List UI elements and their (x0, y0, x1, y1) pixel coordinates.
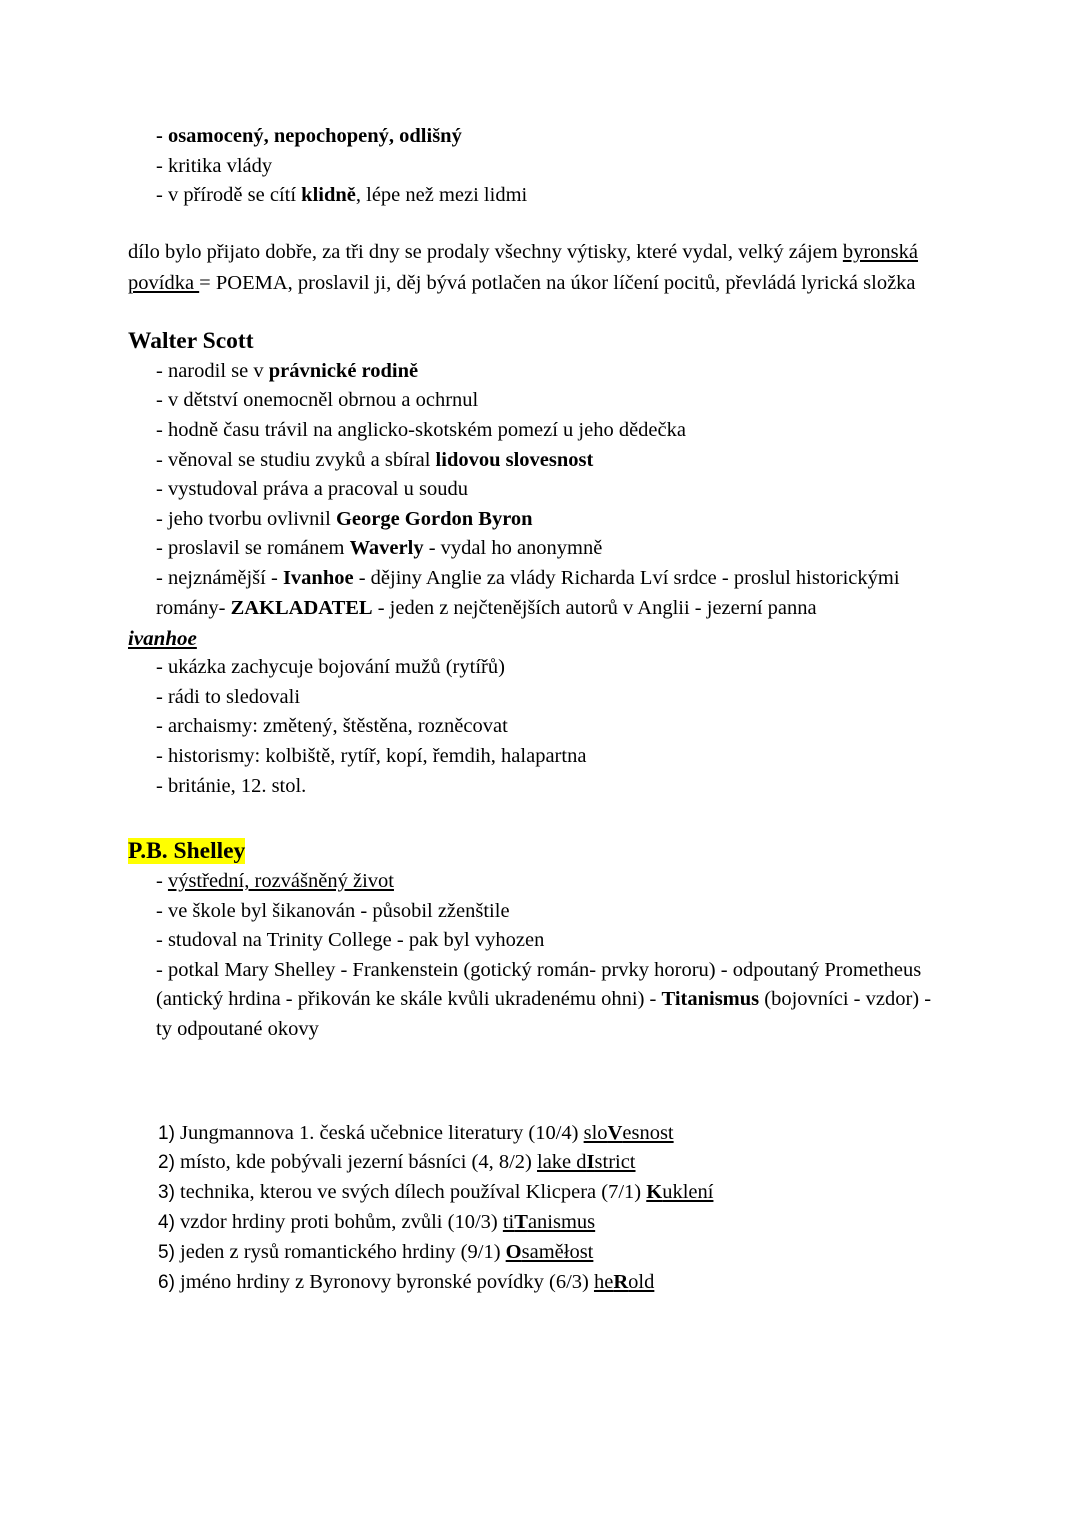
bullet-marker: - (156, 958, 168, 981)
bullet-text-bold: právnické rodině (268, 359, 419, 382)
bullet-text-bold: lidovou slovesnost (435, 448, 594, 471)
quiz-text: místo, kde pobývali jezerní básníci (4, 8/2) (174, 1151, 537, 1174)
list-item (158, 1208, 948, 1238)
bullet-text: kritika vlády (167, 154, 273, 177)
quiz-text: vzdor hrdiny proti bohům, zvůli (10/3) (174, 1211, 503, 1234)
page-title-walter-scott: Walter Scott (128, 327, 254, 354)
heading-row-shelley (128, 835, 948, 867)
spacer (128, 211, 948, 237)
list-item (128, 475, 948, 505)
list-item (128, 772, 948, 802)
bullet-text-tail: - vydal ho anonymně (423, 537, 603, 560)
list-item (158, 1119, 948, 1149)
list-item (128, 712, 948, 742)
list-item (128, 564, 948, 623)
bullet-text: nejznámější - (167, 566, 283, 589)
section-shelley (128, 867, 948, 1045)
bullet-marker: - (156, 899, 168, 922)
quiz-number: 5) (158, 1241, 175, 1263)
list-item (128, 416, 948, 446)
section-walter-scott (128, 357, 948, 623)
bullet-text-bold: Titanismus (661, 988, 760, 1011)
bullet-text-bold: klidně (301, 184, 356, 207)
quiz-answer: ti (502, 1211, 515, 1234)
spacer (128, 1045, 948, 1119)
quiz-text: technika, kterou ve svých dílech používal Klicpera (7/1) (174, 1181, 647, 1204)
list-item (128, 956, 948, 1045)
list-item (128, 897, 948, 927)
quiz-number: 4) (158, 1212, 175, 1234)
bullet-marker: - (156, 685, 168, 708)
paragraph-text: dílo bylo přijato dobře, za tři dny se prodaly všechny výtisky, které vydal, velký zájem (128, 240, 843, 263)
list-item (128, 926, 948, 956)
bullet-text: ve škole byl šikanován - působil zženštile (167, 899, 510, 922)
quiz-number: 1) (158, 1122, 175, 1144)
bullet-text: v dětství onemocněl obrnou a ochrnul (167, 389, 479, 412)
bullet-text: hodně času trávil na anglicko-skotském pomezí u jeho dědečka (167, 418, 686, 441)
bullet-text: vystudoval práva a pracoval u soudu (167, 478, 468, 501)
list-item (158, 1148, 948, 1178)
quiz-text: jeden z rysů romantického hrdiny (9/1) (174, 1240, 506, 1263)
quiz-answer-tail: old (628, 1270, 655, 1293)
bullet-text: věnoval se studiu zvyků a sbíral (167, 448, 436, 471)
bullet-marker: - (156, 389, 168, 412)
quiz-answer-tail: saměłost (521, 1240, 594, 1263)
bullet-marker: - (156, 870, 168, 893)
quiz-answer-key-letter: V (607, 1121, 623, 1144)
paragraph-text-tail: = POEMA, proslavil ji, děj bývá potlačen na úkor líčení pocitů, převládá lyrická složka (199, 271, 916, 294)
bullet-text-mid: - dějiny Anglie za vlády Richarda Lví srdce - proslul historickými romány- (156, 566, 905, 619)
quiz-answer-tail: strict (594, 1151, 636, 1174)
quiz-answer-tail: esnost (622, 1121, 674, 1144)
quiz-list (128, 1119, 948, 1298)
bullet-text-tail: (bojovníci - vzdor) - ty odpoutané okovy (156, 988, 937, 1041)
bullet-marker: - (156, 744, 168, 767)
bullet-text-bold: Ivanhoe (282, 566, 354, 589)
bullet-marker: - (156, 184, 168, 207)
quiz-answer: lake d (537, 1151, 587, 1174)
bullet-marker: - (156, 656, 168, 679)
subheading-ivanhoe: ivanhoe (128, 626, 197, 651)
list-item (128, 152, 948, 182)
list-item (128, 357, 948, 387)
list-item (158, 1178, 948, 1208)
list-item (128, 867, 948, 897)
bullet-marker: - (156, 715, 168, 738)
list-item (128, 505, 948, 535)
bullet-text: v přírodě se cítí (167, 184, 302, 207)
bullet-text-underlined: výstřední, rozvášněný život (167, 870, 394, 893)
quiz-answer-key-letter: R (613, 1270, 629, 1293)
quiz-text: Jungmannova 1. česká učebnice literatury (10/4) (174, 1121, 584, 1144)
bullet-text: historismy: kolbiště, rytíř, kopí, řemdih, halapartna (167, 744, 587, 767)
bullet-text: - (156, 125, 168, 147)
bullet-text: archaismy: změtený, štěstěna, rozněcovat (167, 715, 508, 738)
bullet-text-bold-2: ZAKLADATEL (230, 596, 373, 619)
section-byron-notes (128, 122, 948, 211)
bullet-text: studoval na Trinity College - pak byl vyhozen (167, 929, 545, 952)
list-item (128, 122, 948, 152)
bullet-marker: - (156, 448, 168, 471)
list-item (128, 683, 948, 713)
bullet-marker: - (156, 154, 168, 177)
bullet-marker: - (156, 507, 168, 530)
bullet-marker: - (156, 774, 168, 797)
list-item (128, 653, 948, 683)
quiz-answer-tail: uklení (662, 1181, 714, 1204)
bullet-marker: - (156, 478, 168, 501)
bullet-text-tail: , lépe než mezi lidmi (355, 184, 528, 207)
quiz-number: 2) (158, 1152, 175, 1174)
bullet-marker: - (156, 359, 168, 382)
paragraph-byronska-povidka (128, 237, 948, 299)
bullet-text-bold: George Gordon Byron (335, 507, 533, 530)
spacer (128, 801, 948, 835)
bullet-marker: - (156, 418, 168, 441)
paragraph-term-underlined: byronská povídka (128, 240, 919, 294)
list-item (128, 386, 948, 416)
list-item (128, 534, 948, 564)
bullet-text: ukázka zachycuje bojování mužů (rytířů) (167, 656, 505, 679)
bullet-text: potkal Mary Shelley - Frankenstein (gotický román- prvky hororu) - odpoutaný Prometheus (antický hrdina - přikován ke skále kvůli ukradenému ohni) - (156, 958, 927, 1011)
list-item (128, 446, 948, 476)
bullet-marker: - (156, 537, 168, 560)
document-body (128, 122, 948, 1297)
bullet-text: narodil se v (167, 359, 269, 382)
bullet-marker: - (156, 929, 168, 952)
bullet-text: rádi to sledovali (167, 685, 301, 708)
list-item (128, 181, 948, 211)
bullet-text: británie, 12. stol. (167, 774, 307, 797)
quiz-number: 6) (158, 1271, 175, 1293)
quiz-answer-key-letter: K (646, 1181, 663, 1204)
quiz-answer-key-letter: O (505, 1240, 522, 1263)
bullet-text-bold: osamocený, nepochopený, odlišný (167, 125, 462, 147)
page-title-shelley: P.B. Shelley (128, 838, 246, 865)
quiz-number: 3) (158, 1182, 175, 1204)
bullet-text-tail: - jeden z nejčtenějších autorů v Anglii - jezerní panna (372, 596, 817, 619)
list-item (128, 742, 948, 772)
section-ivanhoe (128, 653, 948, 801)
quiz-answer: slo (583, 1121, 608, 1144)
quiz-answer-tail: anismus (527, 1211, 596, 1234)
spacer (128, 299, 948, 325)
list-item (158, 1268, 948, 1298)
bullet-text: jeho tvorbu ovlivnil (167, 507, 336, 530)
list-item (158, 1238, 948, 1268)
quiz-text: jméno hrdiny z Byronovy byronské povídky (6/3) (174, 1270, 594, 1293)
quiz-answer-key-letter: T (514, 1211, 528, 1234)
bullet-marker: - (156, 566, 168, 589)
bullet-text-bold: Waverly (349, 537, 424, 560)
quiz-answer: he (593, 1270, 614, 1293)
quiz-answer-key-letter: I (586, 1151, 595, 1174)
bullet-text: proslavil se románem (167, 537, 350, 560)
